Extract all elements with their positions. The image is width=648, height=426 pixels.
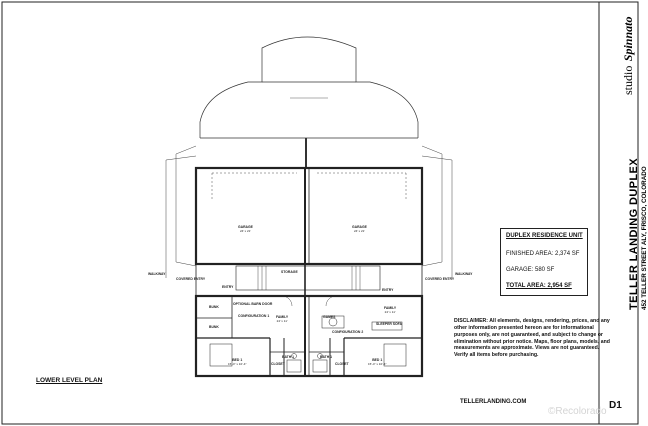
label-configuration-1: CONFIGURATION 1 xyxy=(238,314,270,318)
room-bed-left xyxy=(228,358,246,366)
label-optional-barn-door: OPTIONAL BARN DOOR xyxy=(233,302,273,306)
room-garage-right xyxy=(352,225,367,233)
room-family-left xyxy=(276,315,288,323)
room-closet-right: CLOSET xyxy=(335,362,349,366)
room-size: 24' x 11' xyxy=(276,319,288,323)
project-title: TELLER LANDING DUPLEX xyxy=(628,157,640,310)
project-title-block xyxy=(628,158,648,310)
room-walkway-right: WALKWAY xyxy=(455,272,473,276)
room-bed-right xyxy=(368,358,386,366)
website-link[interactable]: TELLERLANDING.COM xyxy=(460,399,527,405)
plan-label: LOWER LEVEL PLAN xyxy=(36,377,103,384)
label-sleeper-sofa: SLEEPER SOFA xyxy=(376,322,403,326)
room-games: GAMES xyxy=(323,315,336,319)
room-bath-right: BATH 1 xyxy=(320,355,332,359)
sheet-number: D1 xyxy=(609,400,622,411)
room-name: BED 1 xyxy=(372,358,383,362)
finished-area: FINISHED AREA: 2,374 SF xyxy=(506,251,580,257)
room-entry-right: ENTRY xyxy=(382,288,394,292)
info-title: DUPLEX RESIDENCE UNIT xyxy=(506,233,583,239)
brand-part-1: studio xyxy=(621,65,635,95)
garage-area: GARAGE: 580 SF xyxy=(506,267,555,273)
room-size: 24' x 21' xyxy=(353,229,365,233)
garage-block xyxy=(196,168,422,264)
room-name: GARAGE xyxy=(238,225,253,229)
room-entry-left: ENTRY xyxy=(222,285,234,289)
disclaimer-text: DISCLAIMER: All elements, designs, rendering, prices, and any other information presented hereon are for informational purposes only, are not guaranteed, and subject to change or elimination without prior notice. Maps, floor plans, models, and measurements are approximate. Views are not guaranteed. Verify all items before purchasing. xyxy=(454,318,610,359)
room-name: BED 1 xyxy=(232,358,243,362)
room-covered-entry-left: COVERED ENTRY xyxy=(176,277,206,281)
room-name: GARAGE xyxy=(352,225,367,229)
room-name: FAMILY xyxy=(384,306,397,310)
sheet-border xyxy=(2,2,638,424)
room-bunk-1: BUNK xyxy=(209,305,219,309)
room-size: 24' x 21' xyxy=(239,229,251,233)
room-covered-entry-right: COVERED ENTRY xyxy=(425,277,455,281)
project-address: 452 TELLER STREET ALY, FRISCO, COLORADO xyxy=(641,166,648,310)
watermark: ©Recolorado xyxy=(548,406,607,417)
total-area: TOTAL AREA: 2,954 SF xyxy=(506,283,572,289)
room-size: 15'-4" x 10'-4" xyxy=(368,362,387,366)
room-name: FAMILY xyxy=(276,315,289,319)
room-bunk-2: BUNK xyxy=(209,325,219,329)
room-bath-left: BATH 1 xyxy=(282,355,294,359)
unit-info-box xyxy=(500,228,588,296)
brand-part-2: Spinnato xyxy=(621,16,635,62)
label-configuration-2: CONFIGURATION 2 xyxy=(332,330,364,334)
room-size: 15'-4" x 10'-4" xyxy=(228,362,247,366)
room-closet-left: CLOSET xyxy=(271,362,285,366)
room-garage-left xyxy=(238,225,253,233)
deck-outline xyxy=(200,37,418,168)
room-size: 24' x 11' xyxy=(384,310,396,314)
room-storage: STORAGE xyxy=(281,270,298,274)
studio-logo xyxy=(619,17,637,96)
room-walkway-left: WALKWAY xyxy=(148,272,166,276)
room-family-right xyxy=(384,306,396,314)
